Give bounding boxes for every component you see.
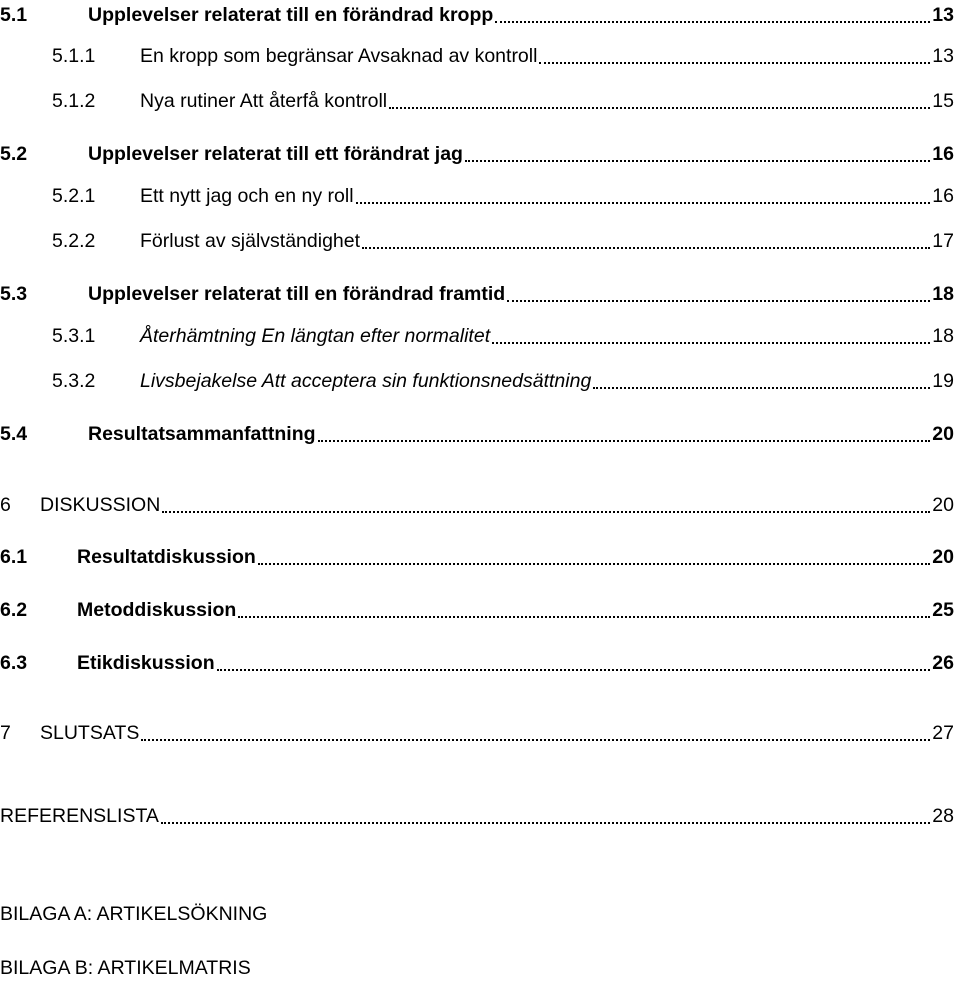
toc-number: 5.3 <box>0 283 28 305</box>
toc-title: Nya rutiner Att återfå kontroll <box>140 90 388 112</box>
toc-entry-5-4[interactable] <box>0 419 954 449</box>
toc-number: 5.1 <box>0 4 28 26</box>
toc-title: Metoddiskussion <box>77 599 237 621</box>
toc-number: 5.2.1 <box>52 185 96 207</box>
toc-title: SLUTSATS <box>40 722 140 744</box>
toc-title: Etikdiskussion <box>77 652 215 674</box>
toc-title: Livsbejakelse Att acceptera sin funktionsnedsättning <box>140 370 592 392</box>
toc-number: 6.3 <box>0 652 28 674</box>
toc-page-number: 20 <box>932 546 954 568</box>
toc-title: Ett nytt jag och en ny roll <box>140 185 354 207</box>
toc-entry-6-3[interactable] <box>0 648 954 678</box>
toc-entry-5-2[interactable] <box>0 139 954 169</box>
toc-entry-6-1[interactable] <box>0 542 954 572</box>
toc-page-number: 17 <box>932 230 954 252</box>
appendix-a[interactable]: BILAGA A: ARTIKELSÖKNING <box>0 903 268 925</box>
dot-leader <box>593 387 930 389</box>
toc-entry-referenslista[interactable] <box>0 801 954 831</box>
toc-page-number: 13 <box>932 4 954 26</box>
toc-page-number: 20 <box>932 423 954 445</box>
toc-entry-5-3-1[interactable] <box>0 321 954 351</box>
toc-title: Återhämtning En längtan efter normalitet <box>140 325 491 347</box>
dot-leader <box>389 107 930 109</box>
toc-title: En kropp som begränsar Avsaknad av kontroll <box>140 45 538 67</box>
toc-entry-5-3[interactable] <box>0 279 954 309</box>
dot-leader <box>238 616 930 618</box>
dot-leader <box>141 739 930 741</box>
dot-leader <box>492 342 930 344</box>
toc-title: DISKUSSION <box>40 494 161 516</box>
toc-title: REFERENSLISTA <box>0 805 159 827</box>
toc-entry-6-2[interactable] <box>0 595 954 625</box>
toc-page-number: 18 <box>932 325 954 347</box>
toc-entry-5-1-2[interactable] <box>0 86 954 116</box>
toc-title: Resultatsammanfattning <box>88 423 316 445</box>
toc-entry-7[interactable] <box>0 718 954 748</box>
dot-leader <box>318 440 931 442</box>
dot-leader <box>495 21 930 23</box>
appendix-b[interactable]: BILAGA B: ARTIKELMATRIS <box>0 957 251 979</box>
dot-leader <box>162 511 930 513</box>
toc-entry-5-2-2[interactable] <box>0 226 954 256</box>
dot-leader <box>161 822 930 824</box>
toc-title: Upplevelser relaterat till en förändrad framtid <box>88 283 506 305</box>
toc-number: 5.3.1 <box>52 325 96 347</box>
toc-page-number: 15 <box>932 90 954 112</box>
toc-entry-5-3-2[interactable] <box>0 366 954 396</box>
toc-page-number: 28 <box>932 805 954 827</box>
dot-leader <box>507 300 930 302</box>
toc-entry-5-2-1[interactable] <box>0 181 954 211</box>
toc-page-number: 16 <box>932 143 954 165</box>
toc-number: 5.4 <box>0 423 28 445</box>
toc-page-number: 27 <box>932 722 954 744</box>
toc-number: 5.2.2 <box>52 230 96 252</box>
toc-title: Resultatdiskussion <box>77 546 256 568</box>
dot-leader <box>258 563 931 565</box>
toc-page-number: 19 <box>932 370 954 392</box>
toc-page-number: 20 <box>932 494 954 516</box>
toc-entry-6[interactable] <box>0 490 954 520</box>
dot-leader <box>356 202 931 204</box>
toc-number: 5.3.2 <box>52 370 96 392</box>
toc-title: Upplevelser relaterat till en förändrad kropp <box>88 4 494 26</box>
toc-page-number: 26 <box>932 652 954 674</box>
toc-title: Förlust av självständighet <box>140 230 361 252</box>
toc-entry-5-1-1[interactable] <box>0 41 954 71</box>
dot-leader <box>362 247 930 249</box>
toc-number: 5.1.1 <box>52 45 96 67</box>
toc-page-number: 13 <box>932 45 954 67</box>
toc-number: 5.2 <box>0 143 28 165</box>
dot-leader <box>539 62 930 64</box>
toc-entry-5-1[interactable] <box>0 0 954 30</box>
toc-title: Upplevelser relaterat till ett förändrat jag <box>88 143 463 165</box>
toc-number: 6.1 <box>0 546 28 568</box>
toc-page-number: 25 <box>932 599 954 621</box>
toc-page-number: 18 <box>932 283 954 305</box>
toc-number: 6.2 <box>0 599 28 621</box>
toc-page-number: 16 <box>932 185 954 207</box>
dot-leader <box>465 160 930 162</box>
dot-leader <box>217 669 931 671</box>
toc-number: 6 <box>0 494 11 516</box>
toc-number: 5.1.2 <box>52 90 96 112</box>
toc-number: 7 <box>0 722 11 744</box>
